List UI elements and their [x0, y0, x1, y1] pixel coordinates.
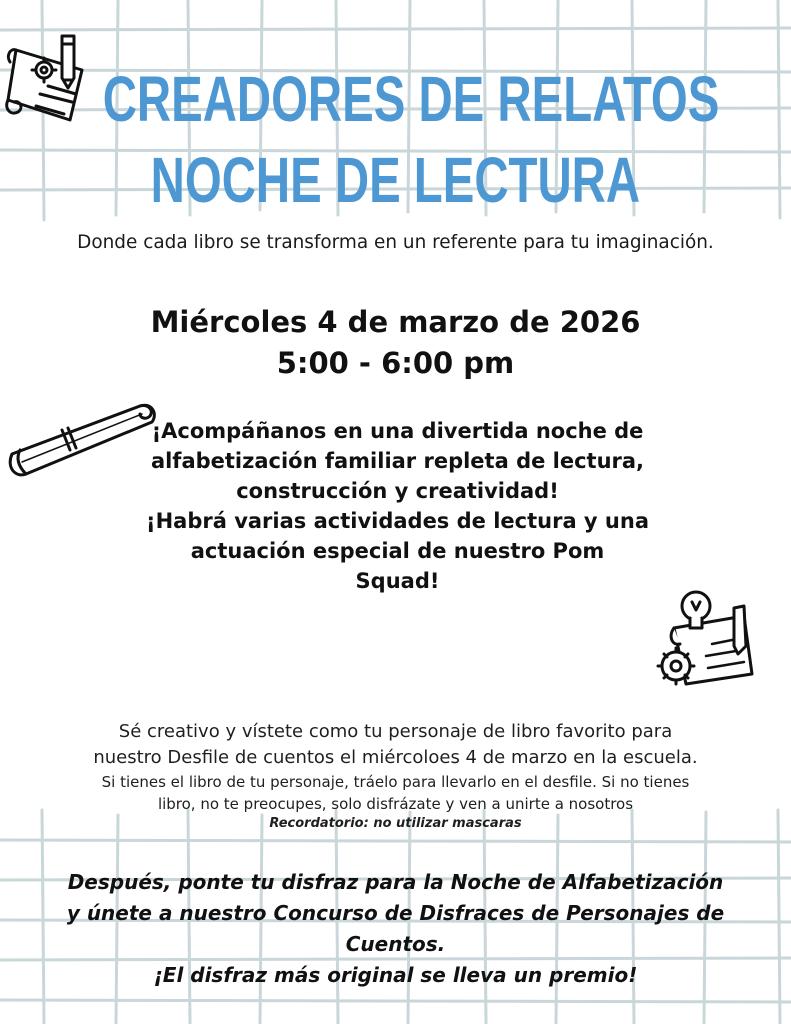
title-line-1: CREADORES DE RELATOS: [102, 63, 720, 135]
invite-line: construcción y creatividad!: [236, 479, 559, 503]
contest-line: ¡El disfraz más original se lleva un premio!: [153, 963, 638, 987]
event-time: 5:00 - 6:00 pm: [276, 346, 515, 380]
blueprint-pencil-icon: [2, 28, 98, 124]
costume-contest-text: [30, 867, 761, 991]
costume-line: nuestro Desfile de cuentos el miércoloes 4 de marzo en la escuela.: [93, 747, 698, 768]
lightbulb-blueprint-icon: [656, 584, 760, 688]
mask-reminder: Recordatorio: no utilizar mascaras: [269, 816, 522, 831]
contest-line: Después, ponte tu disfraz para la Noche de Alfabetización: [67, 870, 724, 894]
invite-line: Squad!: [355, 569, 440, 593]
event-datetime: [0, 302, 791, 384]
rolled-paper-icon: [2, 392, 160, 488]
contest-line: Cuentos.: [345, 932, 446, 956]
costume-detail-line: libro, no te preocupes, solo disfrázate y ven a unirte a nosotros: [157, 795, 634, 813]
contest-line: y únete a nuestro Concurso de Disfraces de Personajes de: [66, 901, 725, 925]
title-line-2: NOCHE DE LECTURA: [150, 144, 641, 216]
invitation-text: [120, 416, 675, 596]
costume-line: Sé creativo y vístete como tu personaje de libro favorito para: [118, 721, 673, 742]
costume-parade-info: [20, 719, 771, 833]
invite-line: actuación especial de nuestro Pom: [190, 539, 605, 563]
invite-line: ¡Habrá varias actividades de lectura y una: [146, 509, 649, 533]
invite-line: ¡Acompáñanos en una divertida noche de: [151, 419, 644, 443]
tagline: Donde cada libro se transforma en un referente para tu imaginación.: [77, 231, 714, 253]
invite-line: alfabetización familiar repleta de lectura,: [150, 449, 645, 473]
event-date: Miércoles 4 de marzo de 2026: [150, 305, 641, 339]
costume-detail-line: Si tienes el libro de tu personaje, tráelo para llevarlo en el desfile. Si no tienes: [101, 773, 690, 791]
